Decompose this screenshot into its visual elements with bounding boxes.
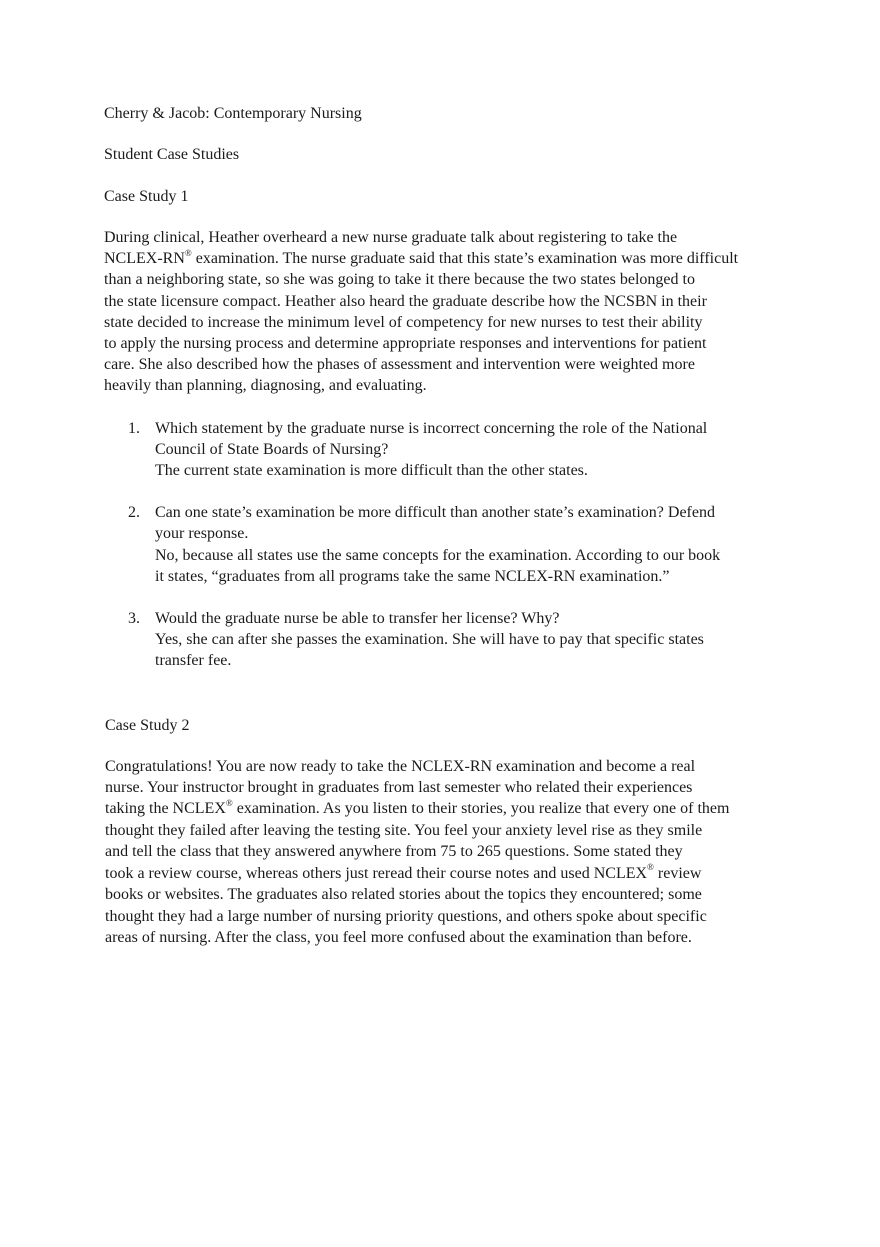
question-number: 2. [128, 504, 140, 522]
nclex-rn-term: NCLEX-RN [104, 250, 185, 268]
question-number: 1. [128, 419, 140, 437]
paragraph-line: to apply the nursing process and determine appropriate responses and interventions for patient [104, 335, 707, 353]
question-line: Council of State Boards of Nursing? [155, 440, 389, 458]
paragraph-line: care. She also described how the phases of assessment and intervention were weighted more [104, 356, 695, 374]
case-study-2-paragraph [105, 756, 794, 949]
case-study-1-paragraph [104, 227, 794, 397]
paragraph-line: Congratulations! You are now ready to take the NCLEX-RN examination and become a real [105, 757, 696, 775]
document-subtitle: Student Case Studies [104, 146, 240, 163]
paragraph-line: than a neighboring state, so she was going to take it there because the two states belonged to [104, 271, 695, 289]
answer-line: The current state examination is more difficult than the other states. [155, 462, 588, 480]
paragraph-line: areas of nursing. After the class, you feel more confused about the examination than before. [105, 928, 692, 946]
paragraph-line [104, 248, 794, 269]
nclex-term: taking the NCLEX [105, 800, 226, 818]
paragraph-line: the state licensure compact. Heather also heard the graduate describe how the NCSBN in their [104, 292, 707, 310]
paragraph-line: thought they failed after leaving the testing site. You feel your anxiety level rise as they smile [105, 821, 703, 839]
document-title: Cherry & Jacob: Contemporary Nursing [104, 105, 362, 122]
answer-line: No, because all states use the same concepts for the examination. According to our book [155, 546, 721, 564]
paragraph-line: nurse. Your instructor brought in graduates from last semester who related their experiences [105, 779, 693, 797]
question-item [104, 502, 794, 587]
question-item [104, 418, 794, 482]
paragraph-line-rest: examination. As you listen to their stories, you realize that every one of them [232, 800, 730, 818]
paragraph-line: state decided to increase the minimum level of competency for new nurses to test their ability [104, 313, 703, 331]
answer-line: Yes, she can after she passes the examination. She will have to pay that specific states [155, 631, 704, 649]
registered-mark: ® [184, 247, 192, 258]
question-number: 3. [128, 610, 140, 628]
paragraph-line-rest: review [653, 864, 702, 882]
paragraph-line: thought they had a large number of nursing priority questions, and others spoke about specific [105, 907, 707, 925]
question-line: Which statement by the graduate nurse is incorrect concerning the role of the National [155, 419, 708, 437]
paragraph-line-rest: examination. The nurse graduate said that this state’s examination was more difficult [191, 250, 739, 268]
paragraph-line [105, 863, 794, 884]
case-study-1-heading: Case Study 1 [104, 188, 189, 205]
paragraph-line: and tell the class that they answered anywhere from 75 to 265 questions. Some stated they [105, 843, 683, 861]
paragraph-line [105, 798, 794, 819]
answer-line: transfer fee. [155, 652, 232, 670]
case-study-1-questions [104, 418, 794, 672]
paragraph-line-start: took a review course, whereas others just reread their course notes and used NCLEX [105, 864, 648, 882]
registered-mark: ® [225, 798, 233, 809]
question-line: your response. [155, 525, 249, 543]
question-item [104, 608, 794, 672]
document-page [104, 103, 794, 948]
question-line: Can one state’s examination be more difficult than another state’s examination? Defend [155, 504, 715, 522]
registered-mark: ® [647, 862, 654, 873]
paragraph-line: During clinical, Heather overheard a new nurse graduate talk about registering to take the [104, 229, 678, 246]
question-line: Would the graduate nurse be able to transfer her license? Why? [155, 610, 560, 628]
paragraph-line: heavily than planning, diagnosing, and evaluating. [104, 377, 427, 395]
case-study-2-heading: Case Study 2 [105, 716, 190, 734]
answer-line: it states, “graduates from all programs take the same NCLEX-RN examination.” [155, 567, 670, 585]
paragraph-line: books or websites. The graduates also related stories about the topics they encountered; some [105, 886, 702, 904]
